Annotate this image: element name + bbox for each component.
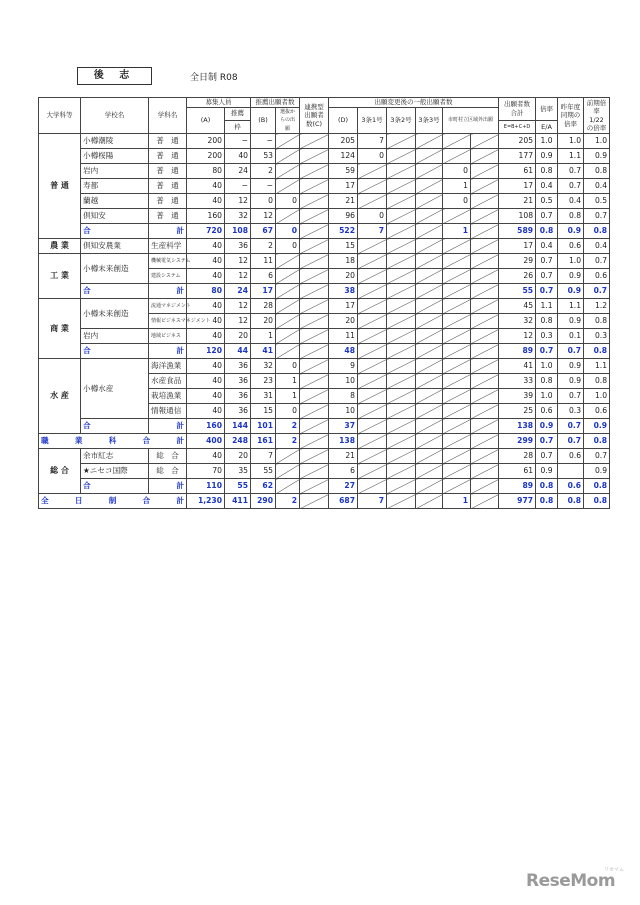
table-row: 普 通 小樽潮陵 普 通 200 − − 205 7 205 1.0 1.0 1.0 bbox=[39, 134, 610, 149]
grand-total-row: 全 日 制 合 計 1,230 411 290 2 687 7 1 977 0.8 0.8 0.8 bbox=[39, 494, 610, 509]
col-subject: 学科名 bbox=[149, 98, 187, 134]
col-ratio: 倍率 bbox=[536, 98, 558, 121]
col-total: 出願者数合計 bbox=[499, 98, 536, 121]
col-g3: 3条3号 bbox=[416, 107, 443, 134]
col-school: 学校名 bbox=[81, 98, 149, 134]
col-prev2: 前期倍率1/22の倍率 bbox=[584, 98, 610, 134]
col-total-formula: E=B+C+D bbox=[499, 120, 536, 133]
table-row: 農 業 倶知安農業 生産科学 40 36 2 0 15 17 0.4 0.6 0.4 bbox=[39, 239, 610, 254]
table-row: 小樽桜陽 普 通 200 40 53 124 0 177 0.9 1.1 0.9 bbox=[39, 149, 610, 164]
col-g1: 3条1号 bbox=[358, 107, 387, 134]
table-row: 情報通信 40 36 15 0 10 25 0.6 0.3 0.6 bbox=[39, 404, 610, 419]
system-label: 全日制 R08 bbox=[190, 73, 238, 83]
table-row: 栽培漁業 40 36 31 1 8 39 1.0 0.7 1.0 bbox=[39, 389, 610, 404]
col-capacity: 募集人員 bbox=[187, 98, 251, 108]
subtotal-row-suisan: 合 計 160 144 101 2 37 138 0.9 0.7 0.9 bbox=[39, 419, 610, 434]
table-row: 岩内 地域ビジネス 40 20 1 11 12 0.3 0.1 0.3 bbox=[39, 329, 610, 344]
total-row-shokugyo: 職 業 科 合 計 400 248 161 2 138 299 0.7 0.7 0.8 bbox=[39, 434, 610, 449]
subtotal-row-futsu: 合 計 720 108 67 0 522 7 1 589 0.8 0.9 0.8 bbox=[39, 224, 610, 239]
table-row: 水 産 小樽水産 海洋漁業 40 36 32 0 9 41 1.0 0.9 1.1 bbox=[39, 359, 610, 374]
col-g4: 市町村立区域外出願 bbox=[443, 107, 499, 134]
table-row: 工 業 小樽未来創造 機械電気システム 40 12 11 18 29 0.7 1.0 0.7 bbox=[39, 254, 610, 269]
table-row: 総 合 余市紅志 総 合 40 20 7 21 28 0.7 0.6 0.7 bbox=[39, 449, 610, 464]
table-row: 岩内 普 通 80 24 2 59 0 61 0.8 0.7 0.8 bbox=[39, 164, 610, 179]
col-prev: 昨年度同期の倍率 bbox=[558, 98, 584, 134]
area-title: 後 志 bbox=[77, 67, 152, 85]
table-row: ★ニセコ国際 総 合 70 35 55 6 61 0.9 0.9 bbox=[39, 464, 610, 479]
group-nogyo: 農 業 bbox=[39, 239, 81, 254]
col-d: (D) bbox=[329, 107, 358, 134]
col-dept: 大学科等 bbox=[39, 98, 81, 134]
group-shogyo: 商 業 bbox=[39, 299, 81, 359]
table-row: 倶知安 普 通 160 32 12 96 0 108 0.7 0.8 0.7 bbox=[39, 209, 610, 224]
group-futsu: 普 通 bbox=[39, 134, 81, 239]
group-kogyo: 工 業 bbox=[39, 254, 81, 299]
col-b: (B) bbox=[251, 107, 276, 134]
table-row: 寿都 普 通 40 − − 17 1 17 0.4 0.7 0.4 bbox=[39, 179, 610, 194]
group-suisan: 水 産 bbox=[39, 359, 81, 434]
table-row: 建設システム 40 12 6 20 26 0.7 0.9 0.6 bbox=[39, 269, 610, 284]
subtotal-row-sogo: 合 計 110 55 62 27 89 0.8 0.6 0.8 bbox=[39, 479, 610, 494]
col-waku: 枠 bbox=[225, 120, 251, 133]
col-g2: 3条2号 bbox=[387, 107, 416, 134]
col-general: 出願変更後の一般出願者数 bbox=[329, 98, 499, 108]
col-tokubetsu: 選抜からの出願 bbox=[276, 107, 300, 134]
table-row: 情報ビジネスマネジメント 40 12 20 20 32 0.8 0.9 0.8 bbox=[39, 314, 610, 329]
col-renkei: 連携型出願者数(C) bbox=[300, 98, 329, 134]
col-a: (A) bbox=[187, 107, 225, 134]
col-suisen: 推薦 bbox=[225, 107, 251, 120]
applicant-table bbox=[38, 97, 610, 509]
resemom-logo-sub: リセマム bbox=[604, 867, 624, 873]
table-row: 水産食品 40 36 23 1 10 33 0.8 0.9 0.8 bbox=[39, 374, 610, 389]
resemom-logo: ReseMom bbox=[526, 871, 616, 891]
col-ratio-formula: E/A bbox=[536, 120, 558, 133]
col-suisen-count: 推薦出願者数 bbox=[251, 98, 300, 108]
subtotal-row-shogyo: 合 計 120 44 41 48 89 0.7 0.7 0.8 bbox=[39, 344, 610, 359]
subtotal-row-kogyo: 合 計 80 24 17 38 55 0.7 0.9 0.7 bbox=[39, 284, 610, 299]
table-header bbox=[39, 98, 610, 134]
group-sogo: 総 合 bbox=[39, 449, 81, 494]
table-row: 商 業 小樽未来創造 流通マネジメント 40 12 28 17 45 1.1 1.1 1.2 bbox=[39, 299, 610, 314]
table-row: 蘭越 普 通 40 12 0 0 21 0 21 0.5 0.4 0.5 bbox=[39, 194, 610, 209]
